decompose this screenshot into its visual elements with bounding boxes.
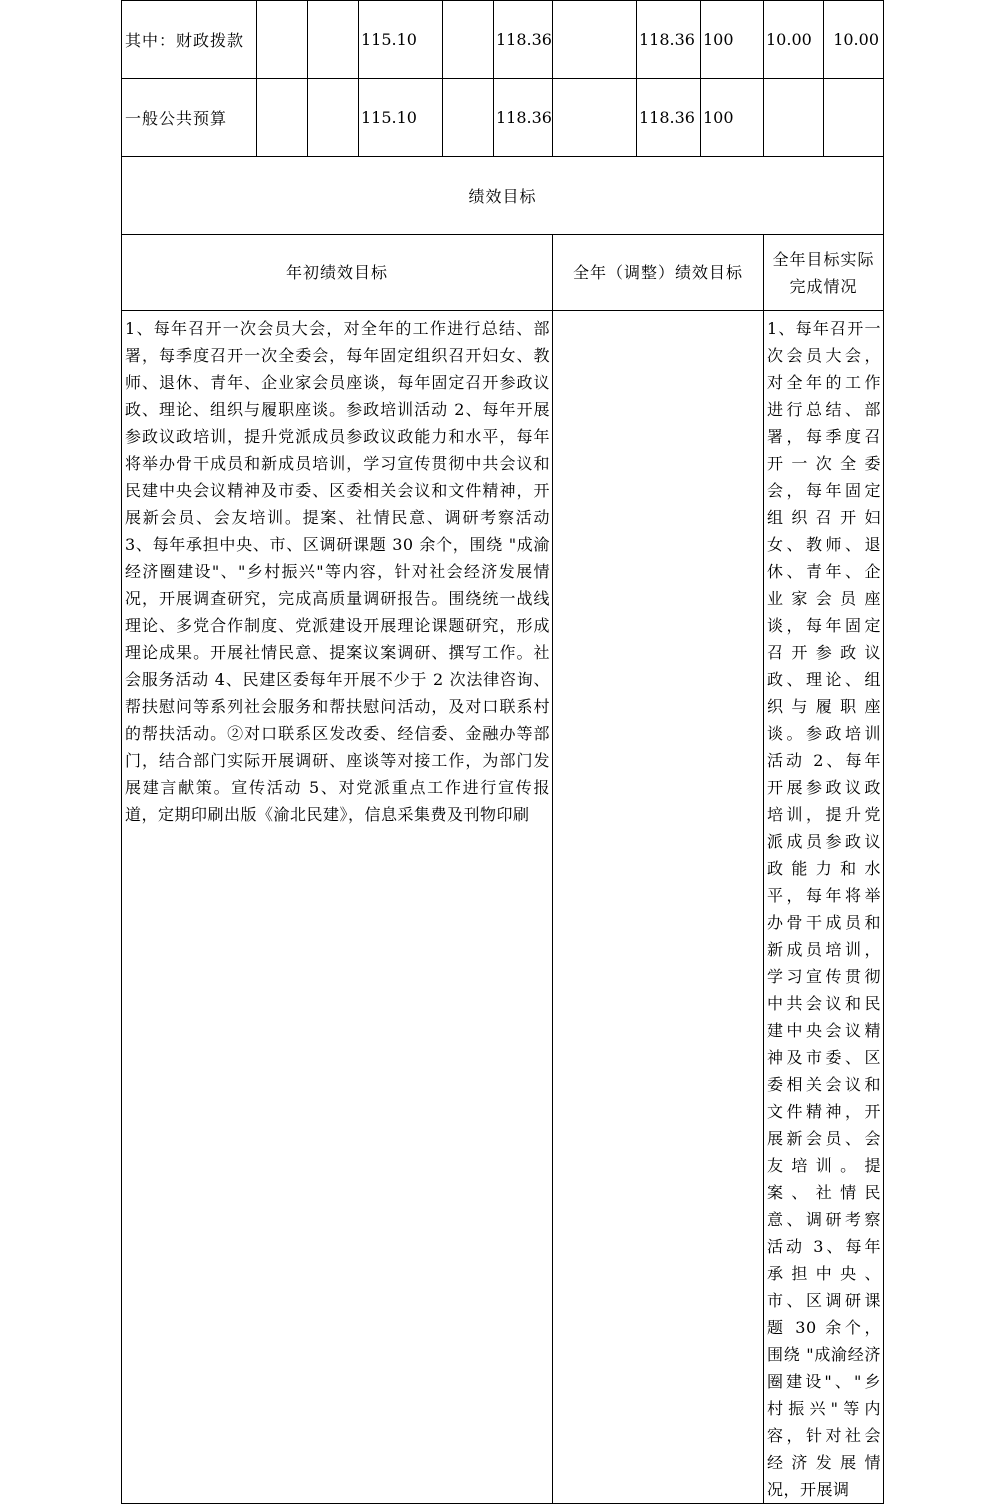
goals-body-row	[122, 311, 884, 1504]
table-row	[122, 1, 884, 79]
table-cell	[257, 1, 308, 79]
table-cell: 115.10	[359, 1, 443, 79]
row-label: 其中：财政拨款	[122, 1, 257, 79]
goals-header-row	[122, 235, 884, 311]
table-cell: 115.10	[359, 79, 443, 157]
table-cell	[824, 79, 884, 157]
table-cell	[257, 79, 308, 157]
table-cell	[308, 1, 359, 79]
table-cell: 118.36	[637, 79, 701, 157]
table-cell	[443, 79, 494, 157]
table-cell	[443, 1, 494, 79]
table-cell: 10.00	[764, 1, 824, 79]
table-cell: 118.36	[494, 79, 553, 157]
table-cell	[764, 79, 824, 157]
section-title-row	[122, 157, 884, 235]
header-adjusted-goal: 全年（调整）绩效目标	[553, 235, 764, 311]
table-cell: 118.36	[494, 1, 553, 79]
table-cell: 118.36	[637, 1, 701, 79]
actual-goal-text: 1、每年召开一次会员大会，对全年的工作进行总结、部署，每季度召开一次全委会，每年固定组织召开妇女、教师、退休、青年、企业家会员座谈，每年固定召开参政议政、理论、组织与履职座谈。参政培训活动 2、每年开展参政议政培训，提升党派成员参政议政能力和水平，每年将举办骨干成员和新成员培训，学习宣传贯彻中共会议和民建中央会议精神及市委、区委相关会议和文件精神，开展新会员、会友培训。提案、社情民意、调研考察活动 3、每年承担中央、市、区调研课题 30 余个，围绕 "成渝经济圈建设"、"乡村振兴"等内容，针对社会经济发展情况，开展调	[764, 311, 884, 1504]
table-row	[122, 79, 884, 157]
header-actual-completion: 全年目标实际完成情况	[764, 235, 884, 311]
table-cell: 100	[701, 79, 764, 157]
table-cell: 100	[701, 1, 764, 79]
initial-goal-text: 1、每年召开一次会员大会，对全年的工作进行总结、部署，每季度召开一次全委会，每年固定组织召开妇女、教师、退休、青年、企业家会员座谈，每年固定召开参政议政、理论、组织与履职座谈。参政培训活动 2、每年开展参政议政培训，提升党派成员参政议政能力和水平，每年将举办骨干成员和新成员培训，学习宣传贯彻中共会议和民建中央会议精神及市委、区委相关会议和文件精神，开展新会员、会友培训。提案、社情民意、调研考察活动 3、每年承担中央、市、区调研课题 30 余个，围绕 "成渝经济圈建设"、"乡村振兴"等内容，针对社会经济发展情况，开展调查研究，完成高质量调研报告。围绕统一战线理论、多党合作制度、党派建设开展理论课题研究，形成理论成果。开展社情民意、提案议案调研、撰写工作。社会服务活动 4、民建区委每年开展不少于 2 次法律咨询、帮扶慰问等系列社会服务和帮扶慰问活动，及对口联系村的帮扶活动。②对口联系区发改委、经信委、金融办等部门，结合部门实际开展调研、座谈等对接工作，为部门发展建言献策。宣传活动 5、对党派重点工作进行宣传报道，定期印刷出版《渝北民建》，信息采集费及刊物印刷	[122, 311, 553, 1504]
budget-performance-table	[121, 0, 884, 1504]
row-label: 一般公共预算	[122, 79, 257, 157]
table-cell	[553, 1, 637, 79]
table-cell	[553, 79, 637, 157]
adjusted-goal-text	[553, 311, 764, 1504]
table-cell	[308, 79, 359, 157]
section-title: 绩效目标	[122, 157, 884, 235]
header-initial-goal: 年初绩效目标	[122, 235, 553, 311]
table-cell: 10.00	[824, 1, 884, 79]
